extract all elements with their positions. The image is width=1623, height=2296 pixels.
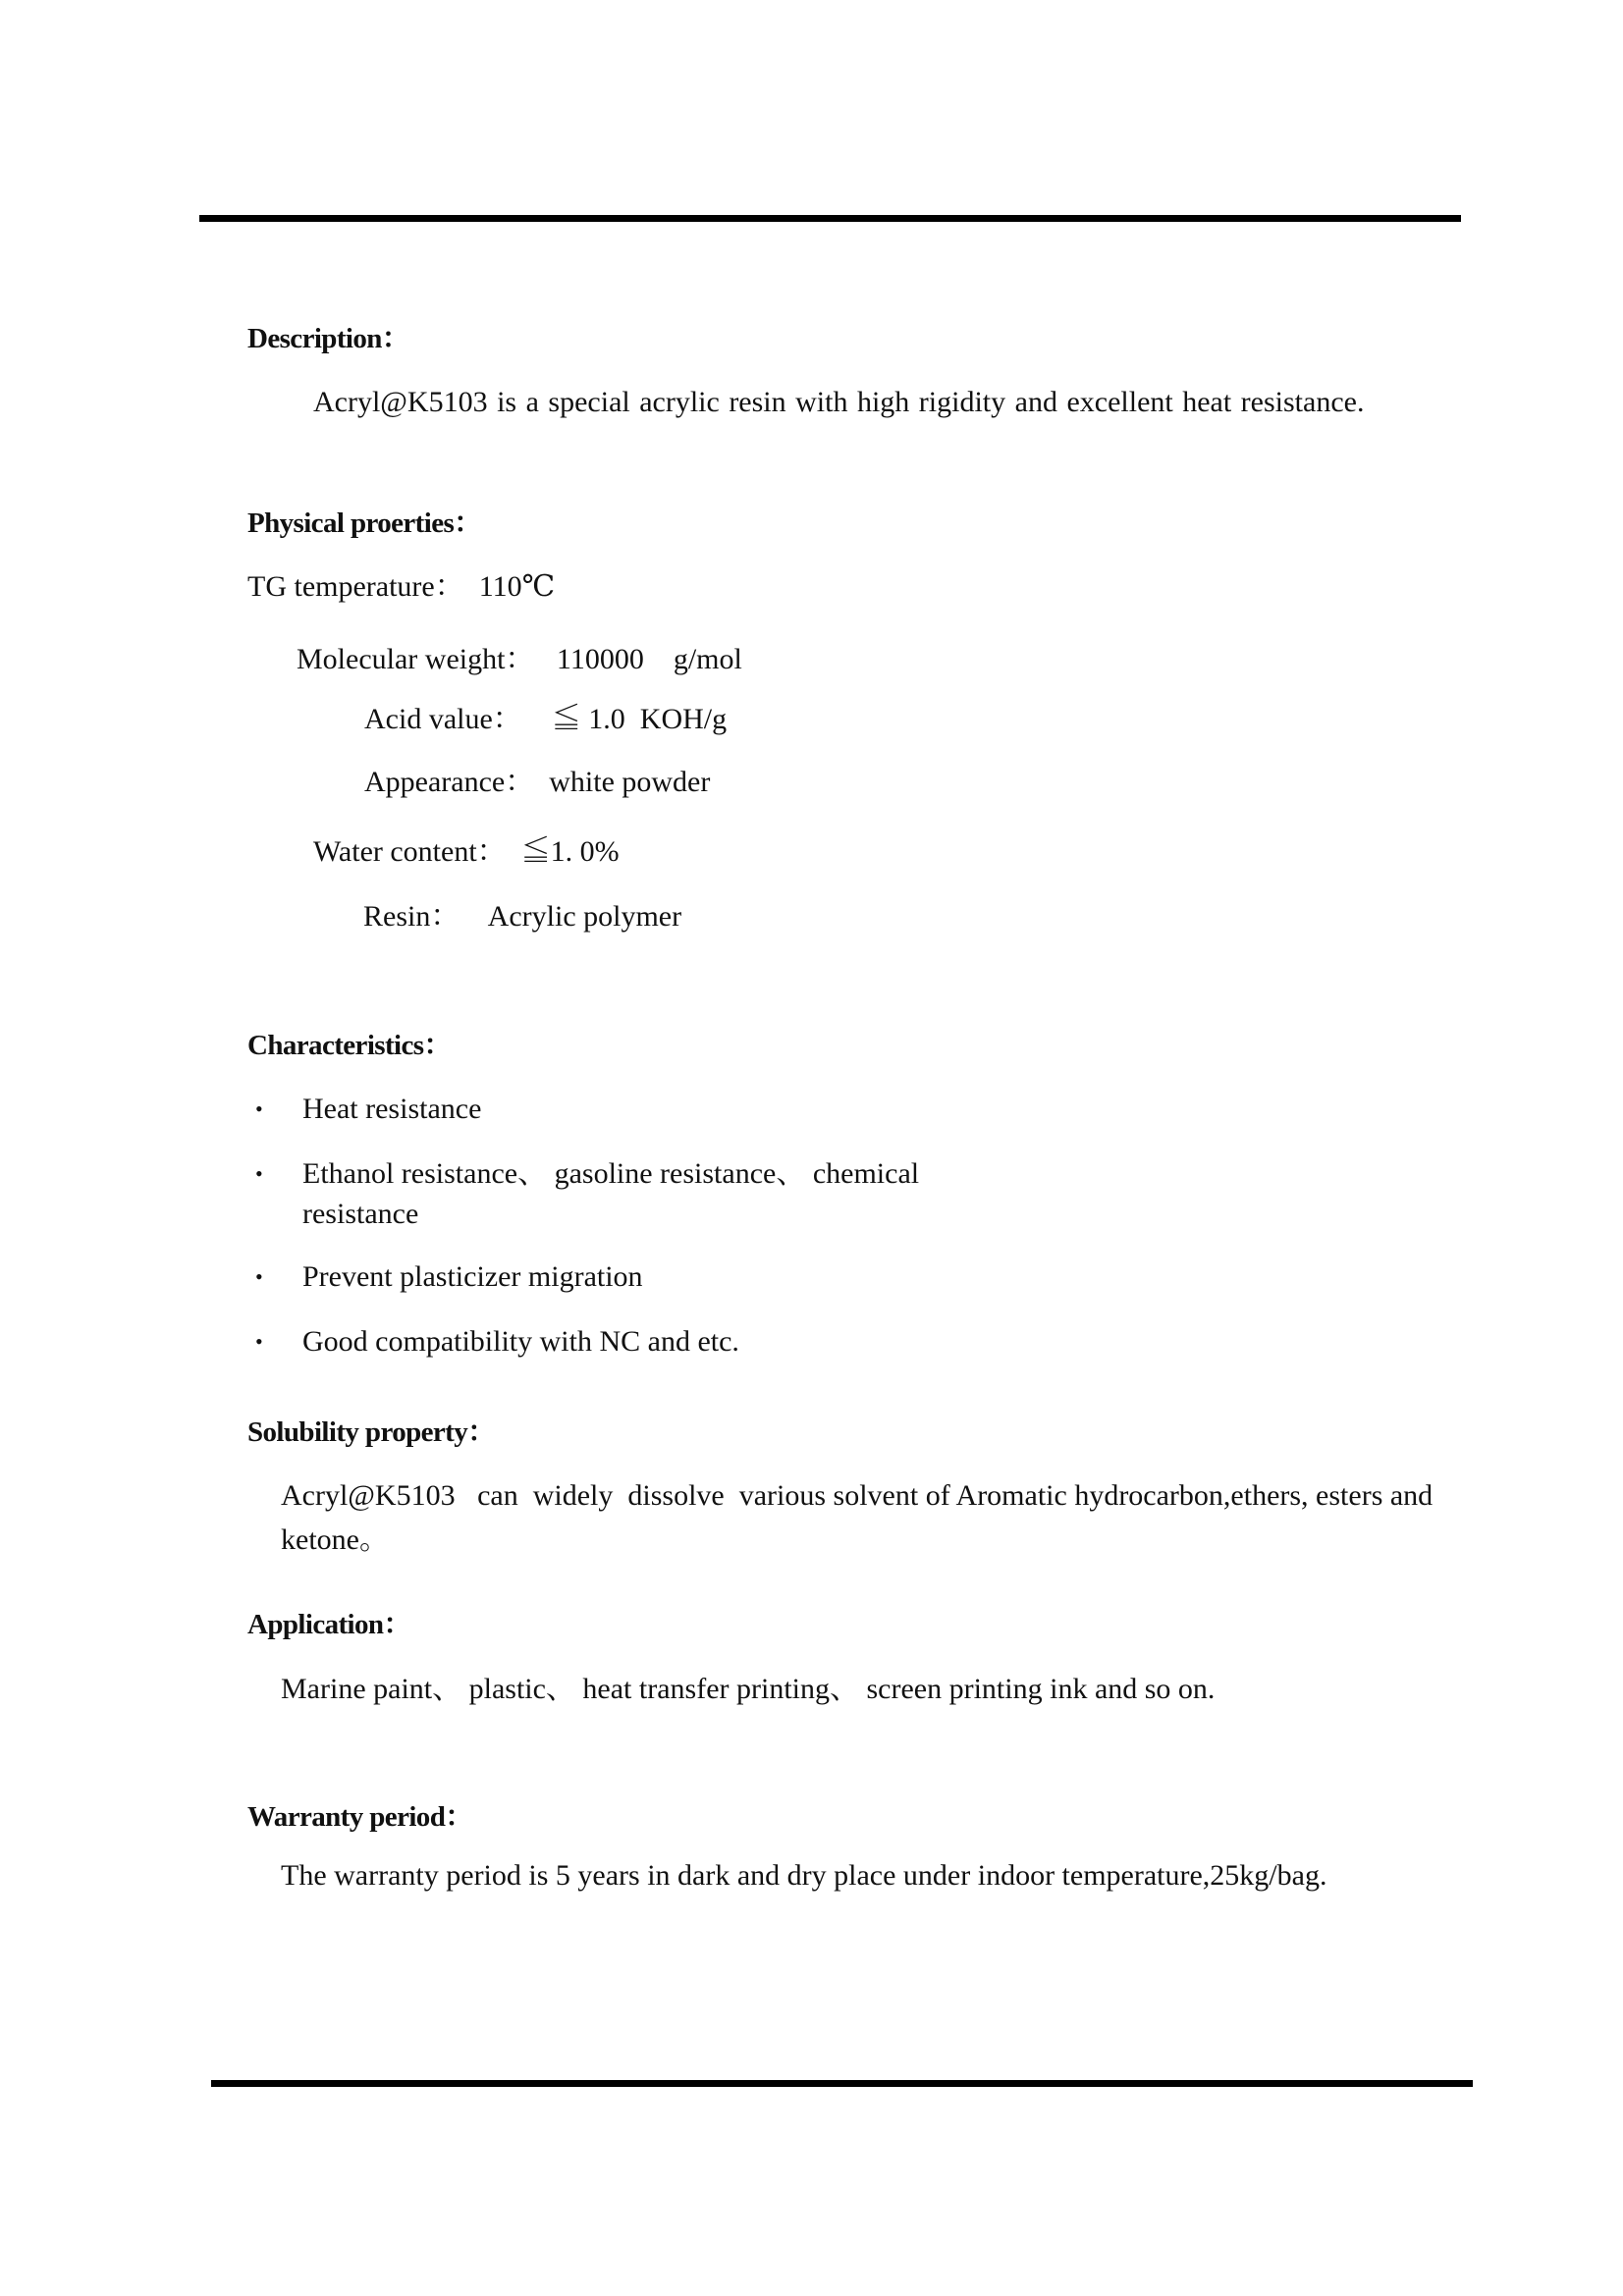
resin: Resin： Acrylic polymer bbox=[363, 900, 682, 933]
physical-heading: Physical proerties： bbox=[247, 507, 482, 539]
bottom-rule bbox=[211, 2080, 1473, 2087]
molecular-weight: Molecular weight： 110000 g/mol bbox=[297, 643, 742, 675]
bullet-icon: • bbox=[255, 1264, 263, 1289]
characteristics-heading: Characteristics： bbox=[247, 1030, 452, 1061]
characteristic-item: Heat resistance bbox=[302, 1093, 482, 1125]
characteristic-item-continued: resistance bbox=[302, 1198, 419, 1230]
characteristic-item: Good compatibility with NC and etc. bbox=[302, 1325, 739, 1358]
appearance: Appearance： white powder bbox=[364, 766, 711, 798]
warranty-heading: Warranty period： bbox=[247, 1801, 473, 1833]
description-heading: Description： bbox=[247, 323, 410, 354]
solubility-text-continued: ketone。 bbox=[281, 1523, 389, 1556]
bullet-icon: • bbox=[255, 1096, 263, 1121]
application-heading: Application： bbox=[247, 1609, 411, 1640]
acid-value: Acid value： ≦ 1.0 KOH/g bbox=[364, 703, 728, 735]
tg-temperature: TG temperature： 110℃ bbox=[247, 570, 556, 603]
solubility-heading: Solubility property： bbox=[247, 1416, 496, 1448]
water-content: Water content： ≦1. 0% bbox=[313, 835, 620, 868]
characteristic-item: Ethanol resistance、 gasoline resistance、 chemical bbox=[302, 1157, 920, 1190]
bullet-icon: • bbox=[255, 1161, 263, 1186]
application-text: Marine paint、 plastic、 heat transfer printing、 screen printing ink and so on. bbox=[281, 1673, 1216, 1705]
description-text: Acryl@K5103 is a special acrylic resin with high rigidity and excellent heat resistance. bbox=[313, 386, 1365, 418]
warranty-text: The warranty period is 5 years in dark and dry place under indoor temperature,25kg/bag. bbox=[281, 1859, 1327, 1892]
top-rule bbox=[199, 215, 1461, 222]
solubility-text: Acryl@K5103 can widely dissolve various solvent of Aromatic hydrocarbon,ethers, esters and bbox=[281, 1479, 1434, 1512]
bullet-icon: • bbox=[255, 1329, 263, 1354]
characteristic-item: Prevent plasticizer migration bbox=[302, 1260, 643, 1293]
